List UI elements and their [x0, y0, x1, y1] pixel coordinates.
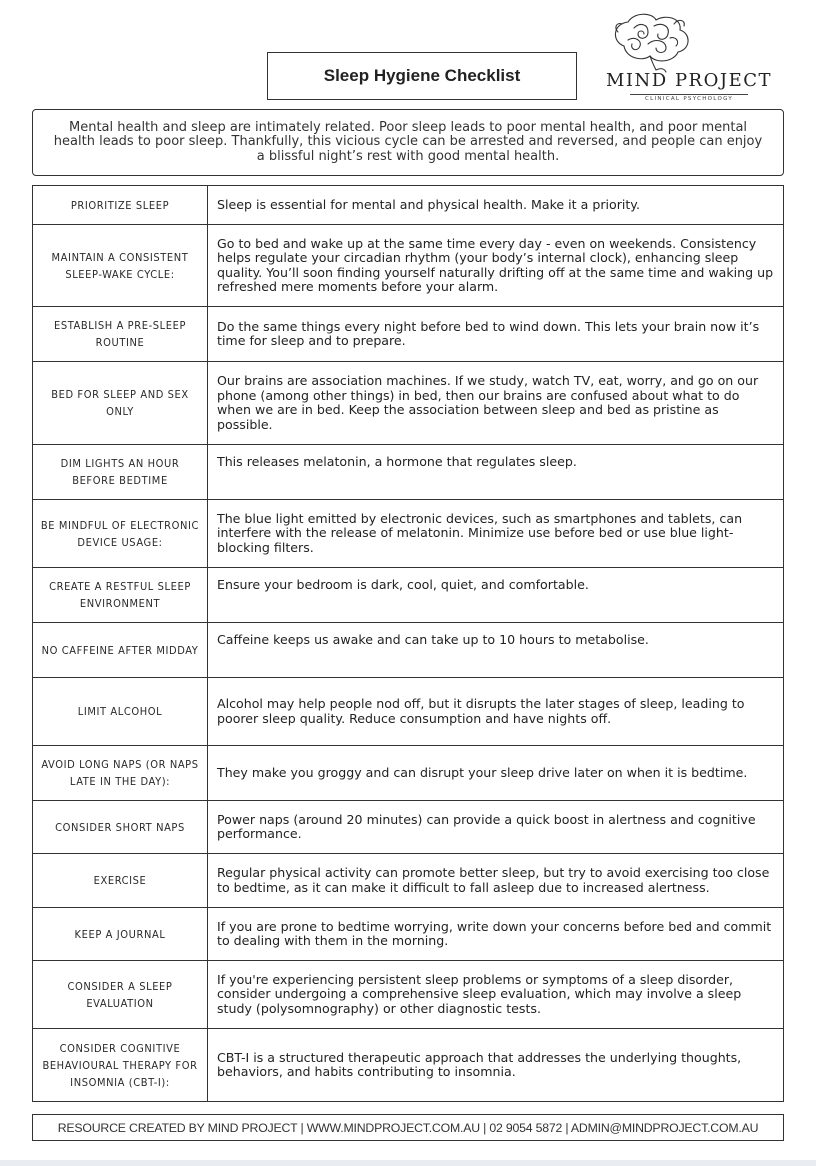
item-label: AVOID LONG NAPS (OR NAPS LATE IN THE DAY):: [33, 746, 208, 801]
logo-divider: [630, 94, 748, 95]
table-row: [33, 746, 784, 801]
table-row: [33, 445, 784, 500]
table-row: [33, 854, 784, 908]
item-label: CONSIDER SHORT NAPS: [33, 801, 208, 854]
table-row: [33, 801, 784, 854]
footer: [32, 1114, 784, 1141]
table-row: [33, 500, 784, 568]
item-label: CONSIDER COGNITIVE BEHAVIOURAL THERAPY FOR INSOMNIA (CBT-I):: [33, 1029, 208, 1102]
item-description: Caffeine keeps us awake and can take up to 10 hours to metabolise.: [208, 623, 784, 678]
brain-icon: [604, 10, 774, 74]
item-description: Do the same things every night before bed to wind down. This lets your brain now it’s time for sleep and to prepare.: [208, 307, 784, 362]
intro-box: [32, 109, 784, 176]
item-label: PRIORITIZE SLEEP: [33, 186, 208, 225]
item-description: This releases melatonin, a hormone that regulates sleep.: [208, 445, 784, 500]
item-description: Power naps (around 20 minutes) can provide a quick boost in alertness and cognitive performance.: [208, 801, 784, 854]
table-row: [33, 225, 784, 307]
item-description: The blue light emitted by electronic devices, such as smartphones and tablets, can interfere with the release of melatonin. Minimize use before bed or use blue light-blocking filters.: [208, 500, 784, 568]
page-title: Sleep Hygiene Checklist: [323, 66, 521, 85]
table-row: [33, 568, 784, 623]
table-row: [33, 307, 784, 362]
item-label: CONSIDER A SLEEP EVALUATION: [33, 961, 208, 1029]
logo-name: MIND PROJECT: [606, 70, 772, 91]
table-row: [33, 908, 784, 961]
item-label: CREATE A RESTFUL SLEEP ENVIRONMENT: [33, 568, 208, 623]
item-description: CBT-I is a structured therapeutic approach that addresses the underlying thoughts, behaviors, and habits contributing to insomnia.: [208, 1029, 784, 1102]
item-label: BE MINDFUL OF ELECTRONIC DEVICE USAGE:: [33, 500, 208, 568]
item-description: Alcohol may help people nod off, but it disrupts the later stages of sleep, leading to poorer sleep quality. Reduce consumption and have nights off.: [208, 678, 784, 746]
logo-subtitle: CLINICAL PSYCHOLOGY: [644, 96, 734, 102]
table-row: [33, 186, 784, 225]
item-label: DIM LIGHTS AN HOUR BEFORE BEDTIME: [33, 445, 208, 500]
item-label: MAINTAIN A CONSISTENT SLEEP-WAKE CYCLE:: [33, 225, 208, 307]
item-description: Our brains are association machines. If we study, watch TV, eat, worry, and go on our phone (among other things) in bed, then our brains are confused about what to do when we are in bed. Keep the association between sleep and bed as pristine as possible.: [208, 362, 784, 445]
item-description: Go to bed and wake up at the same time every day - even on weekends. Consistency helps regulate your circadian rhythm (your body’s internal clock), enhancing sleep quality. You’ll soon finding yourself naturally drifting off at the same time and waking up refreshed mere moments before your alarm.: [208, 225, 784, 307]
item-label: EXERCISE: [33, 854, 208, 908]
item-description: Regular physical activity can promote better sleep, but try to avoid exercising too close to bedtime, as it can make it difficult to fall asleep due to increased alertness.: [208, 854, 784, 908]
item-description: Ensure your bedroom is dark, cool, quiet, and comfortable.: [208, 568, 784, 623]
item-description: Sleep is essential for mental and physical health. Make it a priority.: [208, 186, 784, 225]
checklist-table: [32, 185, 784, 1102]
item-description: If you are prone to bedtime worrying, write down your concerns before bed and commit to dealing with them in the morning.: [208, 908, 784, 961]
intro-text: Mental health and sleep are intimately related. Poor sleep leads to poor mental health, and poor mental health leads to poor sleep. Thankfully, this vicious cycle can be arrested and reversed, and people can enjoy a blissful night’s rest with good mental health.: [53, 119, 763, 164]
logo: [604, 10, 774, 105]
footer-text: RESOURCE CREATED BY MIND PROJECT | WWW.MINDPROJECT.COM.AU | 02 9054 5872 | ADMIN@MINDPROJECT.COM.AU: [57, 1120, 759, 1135]
table-row: [33, 623, 784, 678]
page-bottom-strip: [0, 1160, 816, 1166]
item-label: KEEP A JOURNAL: [33, 908, 208, 961]
table-row: [33, 1029, 784, 1102]
table-row: [33, 678, 784, 746]
item-label: NO CAFFEINE AFTER MIDDAY: [33, 623, 208, 678]
table-row: [33, 362, 784, 445]
item-description: They make you groggy and can disrupt your sleep drive later on when it is bedtime.: [208, 746, 784, 801]
table-row: [33, 961, 784, 1029]
item-label: BED FOR SLEEP AND SEX ONLY: [33, 362, 208, 445]
item-label: LIMIT ALCOHOL: [33, 678, 208, 746]
item-label: ESTABLISH A PRE-SLEEP ROUTINE: [33, 307, 208, 362]
item-description: If you're experiencing persistent sleep problems or symptoms of a sleep disorder, consider undergoing a comprehensive sleep evaluation, which may involve a sleep study (polysomnography) or other diagnostic tests.: [208, 961, 784, 1029]
title-box: [267, 52, 577, 100]
